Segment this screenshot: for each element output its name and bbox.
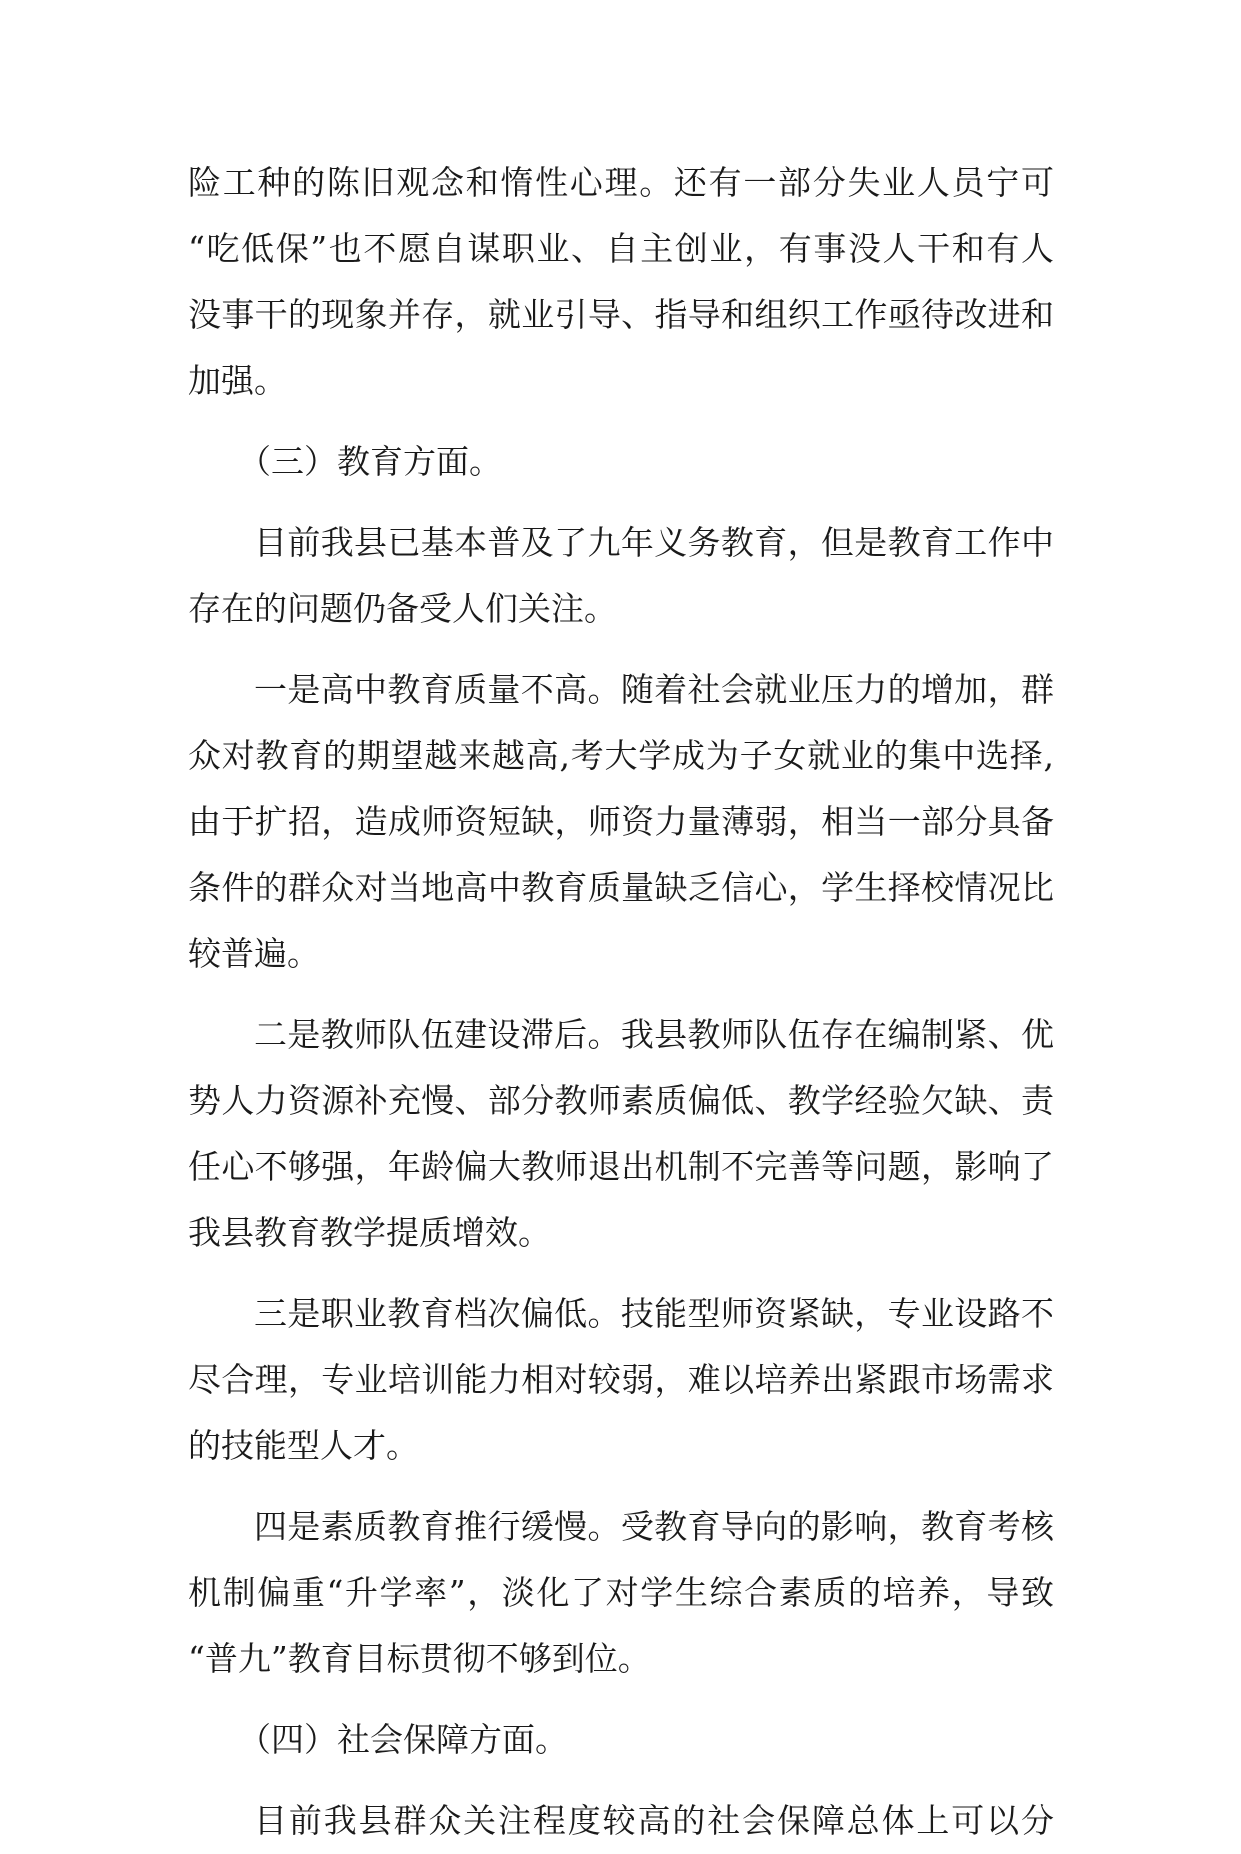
text-line: 险工种的陈旧观念和惰性心理。还有一部分失业人员宁可 <box>188 163 1054 202</box>
section-heading-social-security: （四）社会保障方面。 <box>238 1720 568 1759</box>
text-line: 条件的群众对当地高中教育质量缺乏信心，学生择校情况比 <box>188 868 1054 907</box>
paragraph-vocational-education <box>188 1281 1054 1479</box>
text-line: 众对教育的期望越来越高,考大学成为子女就业的集中选择, <box>188 736 1054 775</box>
text-line: 的技能型人才。 <box>188 1426 419 1465</box>
text-line: 没事干的现象并存，就业引导、指导和组织工作亟待改进和 <box>188 295 1054 334</box>
text-line: 目前我县群众关注程度较高的社会保障总体上可以分 <box>254 1801 1054 1840</box>
document-body <box>188 150 1054 1854</box>
text-line: 一是高中教育质量不高。随着社会就业压力的增加，群 <box>254 670 1054 709</box>
text-line: 较普遍。 <box>188 934 320 973</box>
text-line: 势人力资源补充慢、部分教师素质偏低、教学经验欠缺、责 <box>188 1081 1054 1120</box>
paragraph-quality-education <box>188 1494 1054 1692</box>
paragraph-education-intro <box>188 510 1054 642</box>
paragraph-teacher-team <box>188 1002 1054 1266</box>
text-line: 尽合理，专业培训能力相对较弱，难以培养出紧跟市场需求 <box>188 1360 1054 1399</box>
paragraph-employment-continued <box>188 150 1054 414</box>
text-line: 加强。 <box>188 361 287 400</box>
section-heading-education: （三）教育方面。 <box>238 442 502 481</box>
text-line: 存在的问题仍备受人们关注。 <box>188 589 617 628</box>
text-line: 由于扩招，造成师资短缺，师资力量薄弱，相当一部分具备 <box>188 802 1054 841</box>
text-line: 三是职业教育档次偏低。技能型师资紧缺，专业设路不 <box>254 1294 1054 1333</box>
text-line: “吃低保”也不愿自谋职业、自主创业，有事没人干和有人 <box>188 229 1054 268</box>
text-line: 目前我县已基本普及了九年义务教育，但是教育工作中 <box>254 523 1054 562</box>
text-line: 我县教育教学提质增效。 <box>188 1213 551 1252</box>
text-line: 二是教师队伍建设滞后。我县教师队伍存在编制紧、优 <box>254 1015 1054 1054</box>
paragraph-social-security-intro <box>188 1788 1054 1854</box>
text-line: 任心不够强，年龄偏大教师退出机制不完善等问题，影响了 <box>188 1147 1054 1186</box>
text-line: 四是素质教育推行缓慢。受教育导向的影响，教育考核 <box>254 1507 1054 1546</box>
text-line: 机制偏重“升学率”，淡化了对学生综合素质的培养，导致 <box>188 1573 1054 1612</box>
text-line: “普九”教育目标贯彻不够到位。 <box>188 1639 651 1678</box>
paragraph-high-school-quality <box>188 657 1054 987</box>
